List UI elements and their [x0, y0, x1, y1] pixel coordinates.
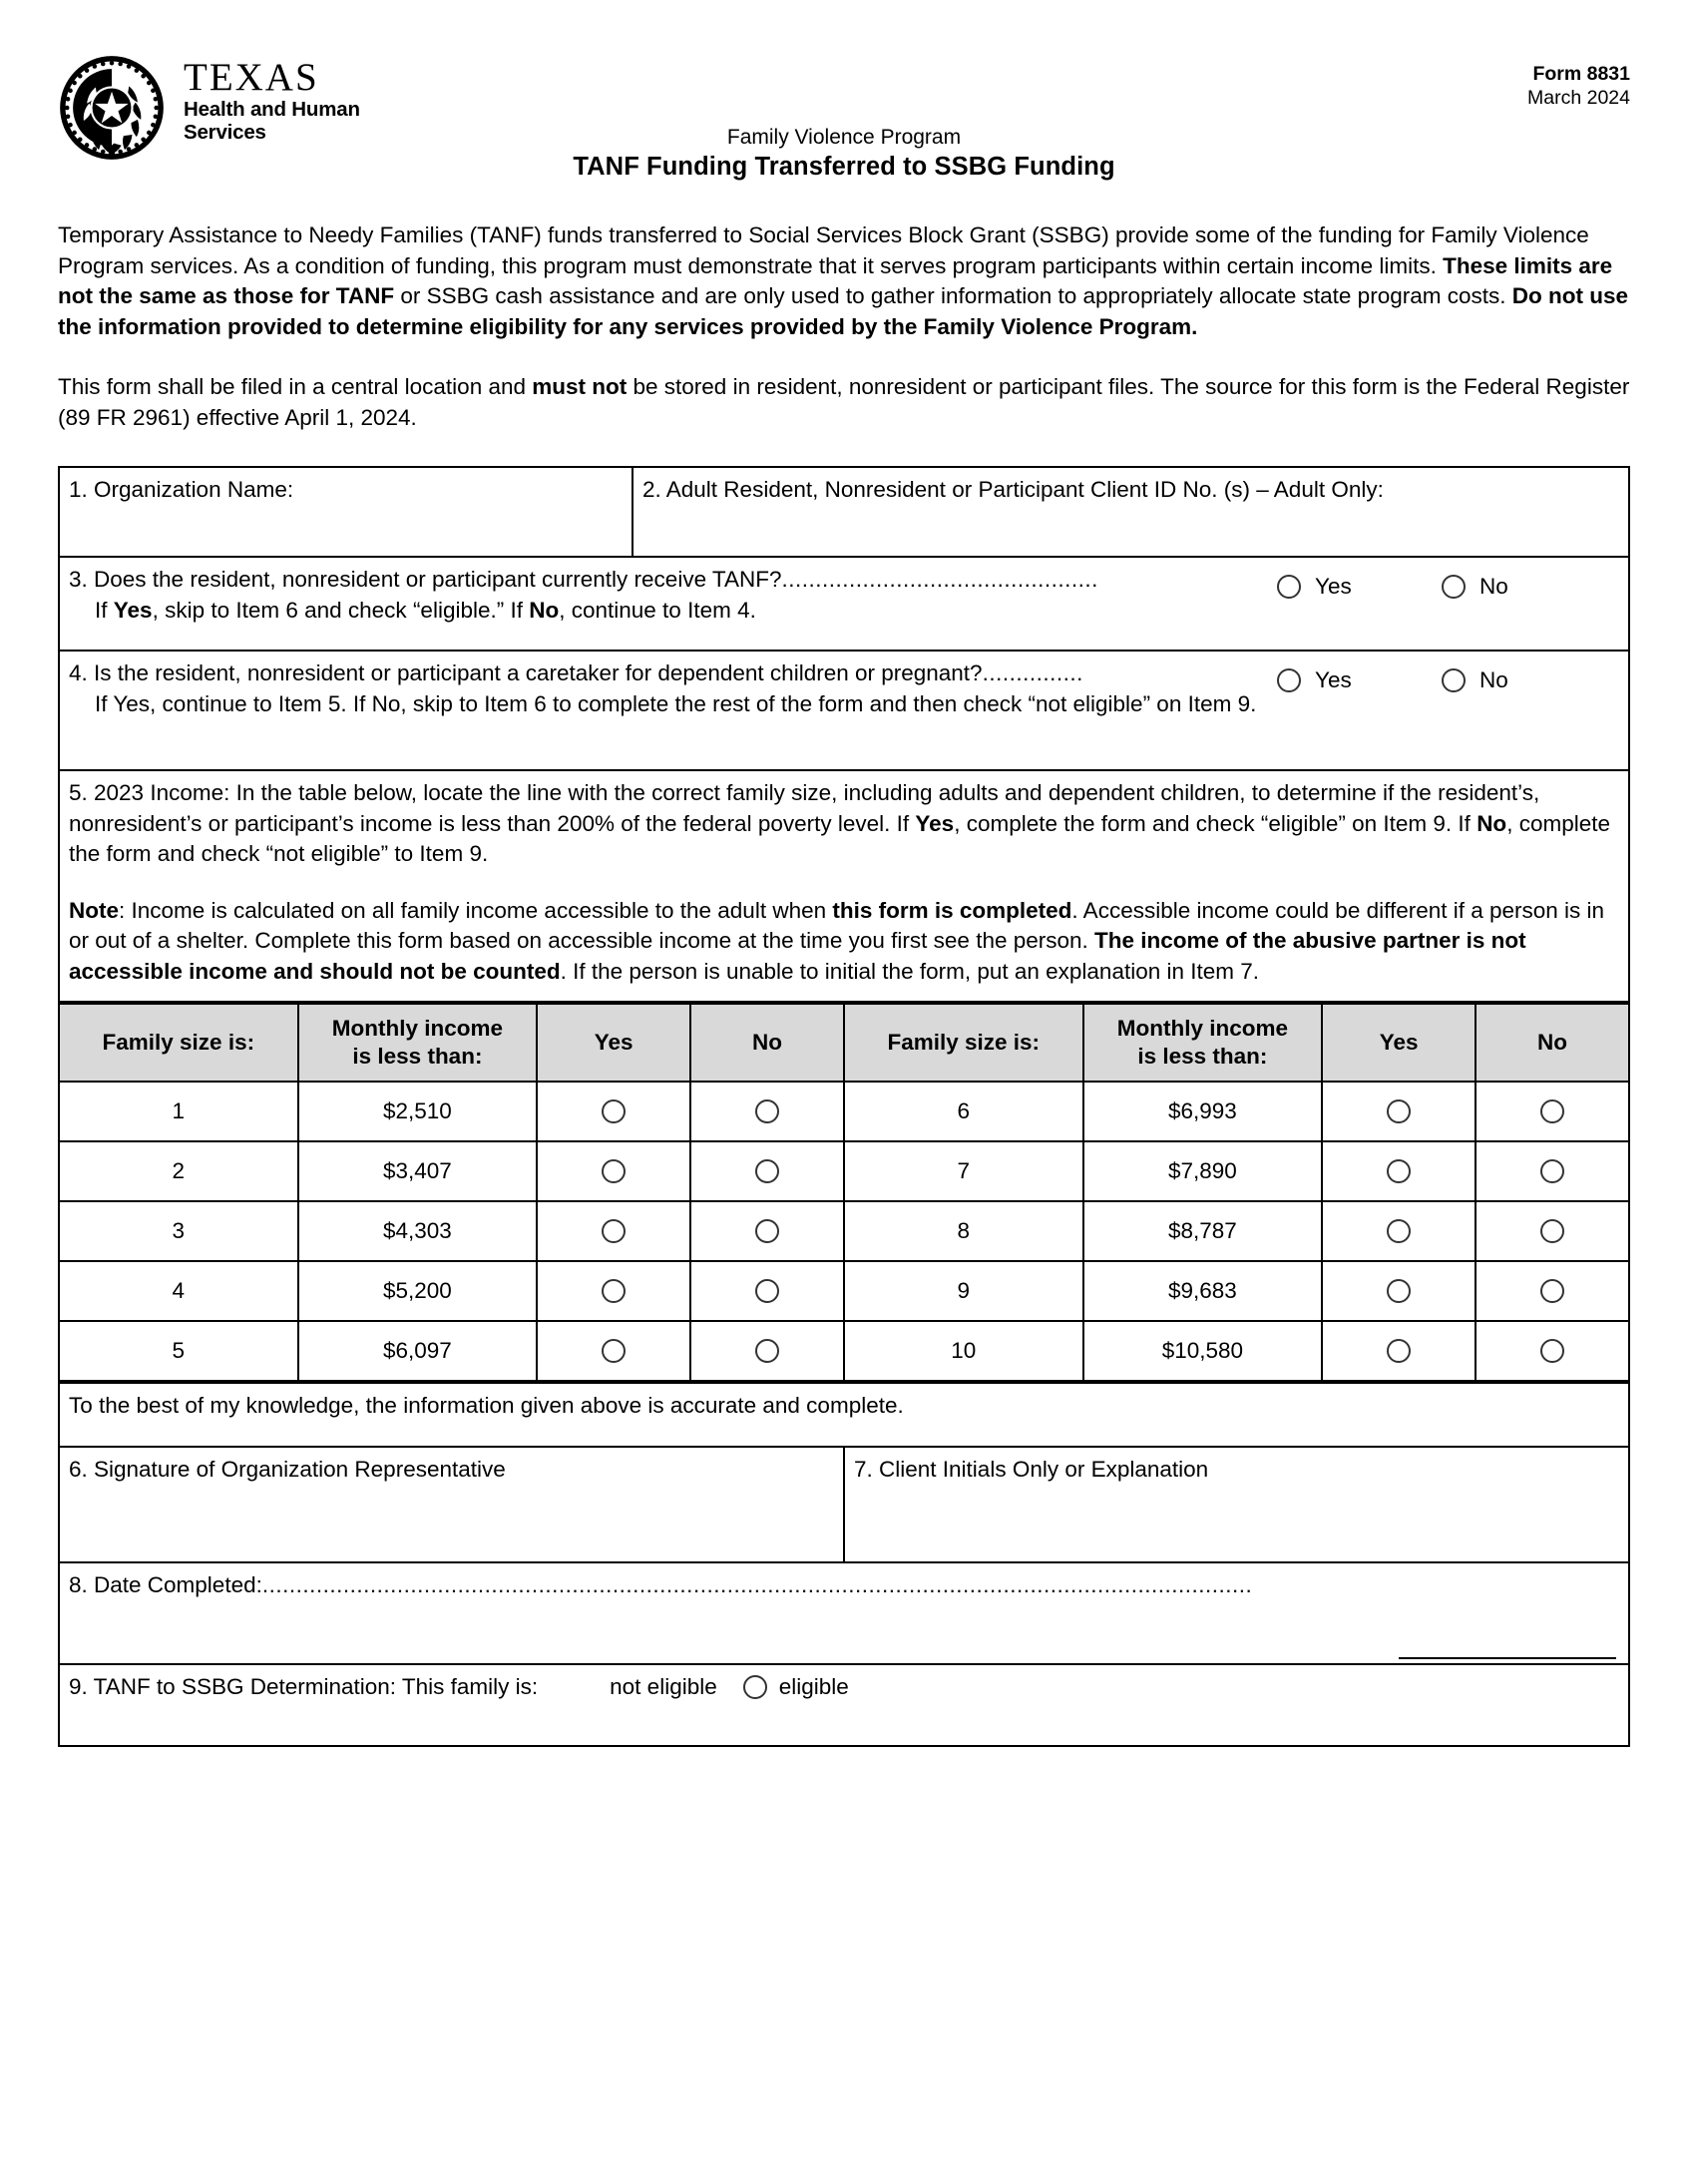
income-yes-left-3-cell[interactable]	[537, 1261, 690, 1321]
intro-p1-d: Do not use the information provided to determine eligibility for any services provided by the Family Violence Program.	[58, 283, 1628, 339]
income-no-right-1-radio[interactable]	[1540, 1159, 1564, 1183]
item-4-yes-option[interactable]	[1277, 665, 1352, 696]
row-item-3	[59, 557, 1629, 651]
income-no-right-4-radio[interactable]	[1540, 1339, 1564, 1363]
income-no-left-1-radio[interactable]	[755, 1159, 779, 1183]
intro-p1-a: Temporary Assistance to Needy Families (TANF) funds transferred to Social Services Block Grant (SSBG) provide some of the funding for Family Violence Program services. As a condition of funding, this program must demonstrate that it serves program participants within certain income limits.	[58, 222, 1589, 278]
table-row	[59, 1261, 1629, 1321]
header-monthly-line1-left: Monthly income	[331, 1016, 504, 1041]
item-3-no-radio[interactable]	[1442, 575, 1466, 599]
income-no-right-1-cell[interactable]	[1476, 1141, 1629, 1201]
item-3-sub-c: , skip to Item 6 and check “eligible.” If	[152, 597, 530, 623]
row-item-8	[59, 1562, 1629, 1664]
item-3-dots: ...............................................	[781, 567, 1098, 592]
page-title: TANF Funding Transferred to SSBG Funding	[573, 153, 1115, 181]
family-size-left-3: 4	[59, 1261, 298, 1321]
header-no-left: No	[690, 1004, 844, 1082]
note-bold-2: The income of the abusive partner is not accessible income and should not be counted	[69, 928, 1526, 984]
income-no-right-3-radio[interactable]	[1540, 1279, 1564, 1303]
item-9-eligible-label: eligible	[778, 1674, 849, 1699]
income-table-header-row	[59, 1004, 1629, 1082]
item-8-dots: ...................................................................................................................................................	[261, 1572, 1253, 1597]
item-9-determination-cell	[59, 1664, 1629, 1746]
note-label: Note	[69, 897, 119, 923]
income-yes-right-2-radio[interactable]	[1387, 1219, 1411, 1243]
intro-p2-c: be stored in resident, nonresident or participant files. The source for this form is the Federal Register (89 FR 2961) effective April 1, 2024.	[58, 374, 1630, 430]
item-3-yes-radio[interactable]	[1277, 575, 1301, 599]
row-items-6-7	[59, 1447, 1629, 1562]
row-item-5	[59, 770, 1629, 1002]
income-yes-left-4-cell[interactable]	[537, 1321, 690, 1381]
header-family-size-right: Family size is:	[844, 1004, 1083, 1082]
monthly-income-right-2: $8,787	[1083, 1201, 1323, 1261]
monthly-income-right-0: $6,993	[1083, 1082, 1323, 1141]
table-row	[59, 1321, 1629, 1381]
intro-paragraph-1	[58, 220, 1630, 342]
item-9-not-eligible-option[interactable]: not eligible	[610, 1674, 717, 1699]
income-yes-right-2-cell[interactable]	[1322, 1201, 1476, 1261]
monthly-income-left-0: $2,510	[298, 1082, 538, 1141]
header-family-size-left: Family size is:	[59, 1004, 298, 1082]
item-3-no-label: No	[1479, 574, 1508, 599]
item-4-question	[69, 658, 1619, 689]
intro-p1-c: or SSBG cash assistance and are only used to gather information to appropriately allocate state program costs.	[394, 283, 1512, 308]
header-monthly-line2-left: is less than:	[352, 1044, 483, 1069]
item-5-cell	[59, 770, 1629, 1002]
income-yes-right-0-cell[interactable]	[1322, 1082, 1476, 1141]
item-4-yes-radio[interactable]	[1277, 668, 1301, 692]
income-no-left-3-radio[interactable]	[755, 1279, 779, 1303]
income-no-left-0-radio[interactable]	[755, 1099, 779, 1123]
income-table-body	[59, 1082, 1629, 1381]
family-size-right-1: 7	[844, 1141, 1083, 1201]
income-no-right-0-radio[interactable]	[1540, 1099, 1564, 1123]
income-yes-right-4-radio[interactable]	[1387, 1339, 1411, 1363]
header-monthly-line2-right: is less than:	[1137, 1044, 1268, 1069]
row-attestation	[59, 1383, 1629, 1447]
income-yes-left-0-cell[interactable]	[537, 1082, 690, 1141]
income-yes-right-4-cell[interactable]	[1322, 1321, 1476, 1381]
item-6-label: 6. Signature of Organization Representative	[69, 1457, 506, 1482]
item-5-para-yes: Yes	[915, 810, 955, 836]
item-4-subtext: If Yes, continue to Item 5. If No, skip to Item 6 to complete the rest of the form and then check “not eligible” on Item 9.	[95, 690, 1257, 716]
item-4-no-radio[interactable]	[1442, 668, 1466, 692]
row-item-9	[59, 1664, 1629, 1746]
header-yes-right: Yes	[1322, 1004, 1476, 1082]
income-yes-right-1-cell[interactable]	[1322, 1141, 1476, 1201]
item-4-no-label: No	[1479, 667, 1508, 692]
item-7-initials-cell[interactable]	[844, 1447, 1629, 1562]
item-3-yes-option[interactable]	[1277, 572, 1352, 603]
item-9-inline	[69, 1672, 1619, 1703]
item-3-sub-no: No	[529, 597, 560, 623]
agency-logo	[58, 54, 360, 162]
income-no-left-4-cell[interactable]	[690, 1321, 844, 1381]
item-2-label: 2. Adult Resident, Nonresident or Participant Client ID No. (s) – Adult Only:	[642, 477, 1384, 502]
income-yes-right-3-radio[interactable]	[1387, 1279, 1411, 1303]
item-4-no-option[interactable]	[1442, 665, 1508, 696]
item-5-para-a: 5. 2023 Income: In the table below, locate the line with the correct family size, including adults and dependent children, to determine if the resident’s, nonresident’s or participant’s income is less than 200% of the federal poverty level. If	[69, 780, 1540, 836]
income-yes-left-1-radio[interactable]	[602, 1159, 626, 1183]
note-bold-1: this form is completed	[832, 897, 1072, 923]
item-4-cell	[59, 651, 1629, 770]
income-yes-left-4-radio[interactable]	[602, 1339, 626, 1363]
income-no-right-4-cell[interactable]	[1476, 1321, 1629, 1381]
monthly-income-left-3: $5,200	[298, 1261, 538, 1321]
income-yes-left-2-radio[interactable]	[602, 1219, 626, 1243]
family-size-left-1: 2	[59, 1141, 298, 1201]
table-row	[59, 1141, 1629, 1201]
item-3-sub-a: If	[95, 597, 114, 623]
family-size-right-0: 6	[844, 1082, 1083, 1141]
item-5-paragraph	[69, 778, 1619, 870]
income-yes-left-3-radio[interactable]	[602, 1279, 626, 1303]
table-row	[59, 1082, 1629, 1141]
family-size-left-4: 5	[59, 1321, 298, 1381]
attestation-cell	[59, 1383, 1629, 1447]
item-3-no-option[interactable]	[1442, 572, 1508, 603]
signature-section-table	[58, 1382, 1630, 1747]
program-subtitle: Family Violence Program	[726, 126, 962, 149]
item-5-note	[69, 896, 1619, 988]
item-4-question-text: 4. Is the resident, nonresident or participant a caretaker for dependent children or pregnant?	[69, 660, 983, 685]
attestation-text: To the best of my knowledge, the information given above is accurate and complete.	[69, 1393, 904, 1418]
item-3-question	[69, 565, 1619, 596]
item-4-yes-label: Yes	[1315, 667, 1352, 692]
income-no-left-1-cell[interactable]	[690, 1141, 844, 1201]
monthly-income-right-3: $9,683	[1083, 1261, 1323, 1321]
item-8-label: 8. Date Completed:	[69, 1572, 262, 1597]
income-yes-right-0-radio[interactable]	[1387, 1099, 1411, 1123]
item-2-client-id-cell[interactable]	[633, 467, 1629, 557]
item-5-para-c: , complete the form and check “eligible” on Item 9. If	[954, 810, 1477, 836]
monthly-income-left-2: $4,303	[298, 1201, 538, 1261]
header-monthly-income-right	[1083, 1004, 1323, 1082]
income-yes-left-2-cell[interactable]	[537, 1201, 690, 1261]
item-1-organization-name-cell[interactable]	[59, 467, 633, 557]
income-limits-table	[58, 1003, 1630, 1382]
monthly-income-left-1: $3,407	[298, 1141, 538, 1201]
income-yes-right-1-radio[interactable]	[1387, 1159, 1411, 1183]
family-size-left-2: 3	[59, 1201, 298, 1261]
header-monthly-line1-right: Monthly income	[1116, 1016, 1289, 1041]
logo-texas-text: TEXAS	[184, 56, 319, 99]
item-3-sub-e: , continue to Item 4.	[559, 597, 756, 623]
income-no-left-2-cell[interactable]	[690, 1201, 844, 1261]
item-4-dots: ...............	[982, 660, 1083, 685]
income-no-left-0-cell[interactable]	[690, 1082, 844, 1141]
item-7-label: 7. Client Initials Only or Explanation	[854, 1457, 1209, 1482]
income-yes-right-3-cell[interactable]	[1322, 1261, 1476, 1321]
intro-text	[58, 220, 1630, 433]
row-item-4	[59, 651, 1629, 770]
logo-line-2: Services	[184, 121, 266, 144]
item-3-subtext	[69, 596, 1619, 627]
header-monthly-income-left	[298, 1004, 538, 1082]
logo-line-1: Health and Human	[184, 98, 360, 121]
page-header	[58, 40, 1630, 158]
texas-seal-icon	[58, 54, 166, 162]
family-size-right-2: 8	[844, 1201, 1083, 1261]
item-9-eligible-radio[interactable]	[743, 1675, 767, 1699]
item-9-label: 9. TANF to SSBG Determination: This family is:	[69, 1674, 539, 1699]
monthly-income-right-4: $10,580	[1083, 1321, 1323, 1381]
income-no-right-2-cell[interactable]	[1476, 1201, 1629, 1261]
note-c: . Accessible income could be different if a person is in or out of a shelter. Complete this form based on accessible income at the time you first see the person.	[69, 897, 1605, 953]
row-items-1-2	[59, 467, 1629, 557]
income-yes-left-0-radio[interactable]	[602, 1099, 626, 1123]
item-3-sub-yes: Yes	[113, 597, 153, 623]
item-3-yes-label: Yes	[1315, 574, 1352, 599]
item-1-label: 1. Organization Name:	[69, 477, 294, 502]
income-no-right-3-cell[interactable]	[1476, 1261, 1629, 1321]
income-no-left-4-radio[interactable]	[755, 1339, 779, 1363]
form-items-table	[58, 466, 1630, 1003]
note-e: . If the person is unable to initial the form, put an explanation in Item 7.	[560, 958, 1260, 984]
item-6-signature-cell[interactable]	[59, 1447, 844, 1562]
income-no-left-2-radio[interactable]	[755, 1219, 779, 1243]
intro-p1-b: These limits are not the same as those for TANF	[58, 252, 1613, 308]
income-no-right-2-radio[interactable]	[1540, 1219, 1564, 1243]
item-5-para-e: , complete the form and check “not eligible” to Item 9.	[69, 810, 1610, 866]
income-no-left-3-cell[interactable]	[690, 1261, 844, 1321]
intro-paragraph-2	[58, 372, 1630, 433]
item-3-question-text: 3. Does the resident, nonresident or participant currently receive TANF?	[69, 567, 782, 592]
family-size-left-0: 1	[59, 1082, 298, 1141]
income-no-right-0-cell[interactable]	[1476, 1082, 1629, 1141]
family-size-right-3: 9	[844, 1261, 1083, 1321]
item-8-underline	[1399, 1657, 1616, 1659]
family-size-right-4: 10	[844, 1321, 1083, 1381]
header-no-right: No	[1476, 1004, 1629, 1082]
income-yes-left-1-cell[interactable]	[537, 1141, 690, 1201]
intro-p2-a: This form shall be filed in a central location and	[58, 374, 533, 399]
item-5-para-no: No	[1477, 810, 1507, 836]
item-8-date-cell[interactable]	[59, 1562, 1629, 1664]
form-date: March 2024	[1527, 87, 1630, 109]
monthly-income-right-1: $7,890	[1083, 1141, 1323, 1201]
item-3-cell	[59, 557, 1629, 651]
intro-p2-b: must not	[532, 374, 628, 399]
header-yes-left: Yes	[537, 1004, 690, 1082]
form-number: Form 8831	[1532, 63, 1630, 85]
note-a: : Income is calculated on all family income accessible to the adult when	[119, 897, 833, 923]
table-row	[59, 1201, 1629, 1261]
form-meta	[1527, 62, 1630, 110]
monthly-income-left-4: $6,097	[298, 1321, 538, 1381]
